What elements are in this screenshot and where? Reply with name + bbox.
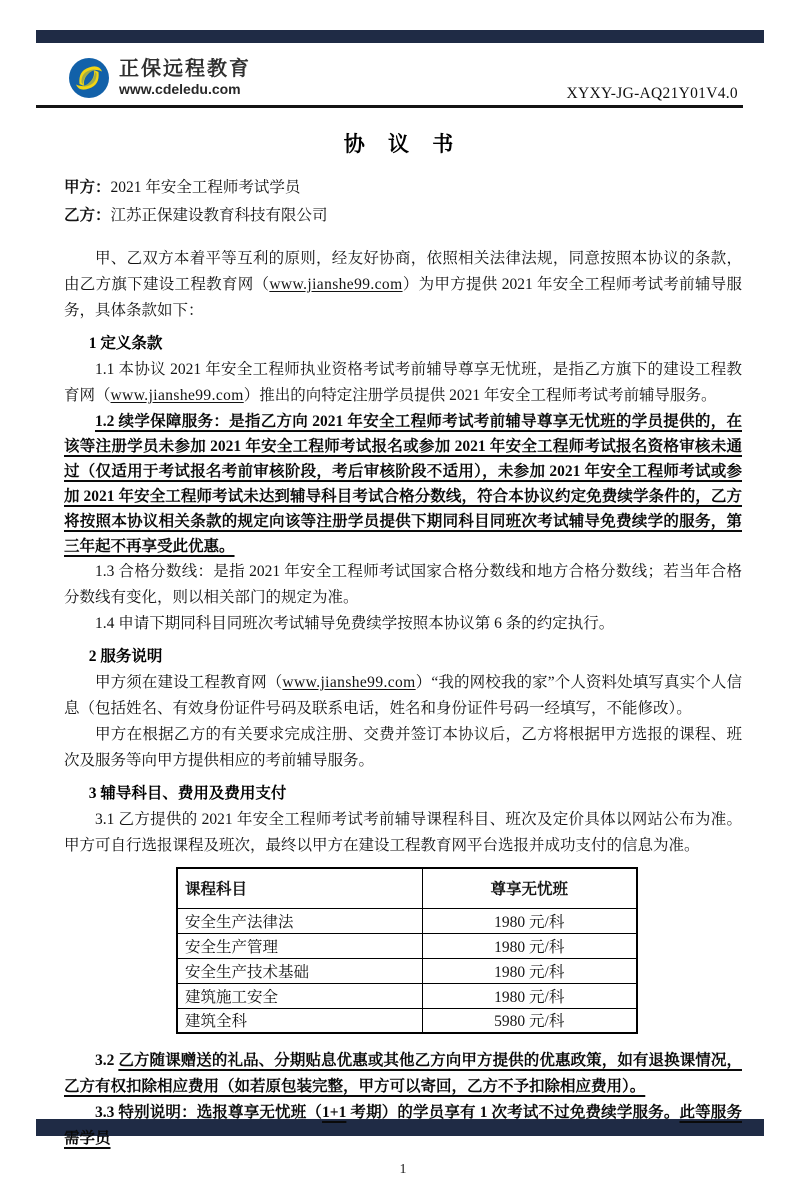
- clause-1-2-text: 续学保障服务：是指乙方向 2021 年安全工程师考试考前辅导尊享无忧班的学员提供的，在该等注册学员未参加 2021 年安全工程师考试报名或参加 2021 年安全工程师考试报名资格审核未通过（仅适用于考试报名考前审核阶段，考后审核阶段不适用），未参加 2021 年安全工程师考试或参加 2021 年安全工程师考试未达到辅导科目考试合格分数线，符合本协议约定免费续学条件的，乙方将按照本协议相关条款的规定向该等注册学员提供下期同科目同班次考试辅导免费续学的服务，第三年起不再享受此优惠。: [64, 413, 742, 555]
- table-row: [177, 958, 637, 983]
- section-2-p1-post: ）“我的网校我的家”个人资料处填写真实个人信息（包括姓名、有效身份证件号码及联系电话，姓名和身份证件号码一经填写，不能修改）。: [64, 674, 742, 717]
- fee-table-header-row: [177, 868, 637, 908]
- section-3-heading: 3 辅导科目、费用及费用支付: [88, 785, 287, 802]
- party-b-value: 江苏正保建设教育科技有限公司: [110, 207, 328, 224]
- clause-3-3-exam-period: 1+1: [322, 1104, 347, 1121]
- price-cell: 1980 元/科: [422, 933, 637, 958]
- section-2-paragraph-1: [64, 670, 742, 722]
- clause-1-2-number: 1.2: [95, 413, 119, 430]
- clause-1-1: [64, 357, 742, 409]
- subject-cell: 安全生产法律法: [177, 908, 422, 933]
- subject-cell: 建筑全科: [177, 1008, 422, 1033]
- party-b-label: 乙方：: [64, 207, 111, 224]
- section-2-p1-pre: 甲方须在建设工程教育网（: [95, 674, 283, 691]
- clause-3-3-text-1: 特别说明：选报尊享无忧班（: [118, 1104, 323, 1121]
- parties-block: [64, 174, 742, 230]
- party-b-line: [64, 202, 742, 230]
- brand-name: 正保远程教育: [119, 58, 251, 80]
- subject-cell: 安全生产技术基础: [177, 958, 422, 983]
- section-2-heading: 2 服务说明: [88, 648, 163, 665]
- clause-1-2: [64, 409, 742, 559]
- clause-3-2-text: 乙方随课赠送的礼品、分期贴息优惠或其他乙方向甲方提供的优惠政策，如有退换课情况，乙方有权扣除相应费用（如若原包装完整，甲方可以寄回，乙方不予扣除相应费用）。: [64, 1052, 742, 1095]
- intro-paragraph: [64, 246, 742, 324]
- price-cell: 5980 元/科: [422, 1008, 637, 1033]
- clause-3-3-number: 3.3: [95, 1104, 119, 1121]
- clause-3-2: [64, 1048, 742, 1100]
- clause-3-1: 3.1 乙方提供的 2021 年安全工程师考试考前辅导课程科目、班次及定价具体以网站公布为准。甲方可自行选报课程及班次，最终以甲方在建设工程教育网平台选报并成功支付的信息为准。: [64, 811, 742, 854]
- jianshe99-link[interactable]: www.jianshe99.com: [110, 387, 244, 404]
- clause-3-3-text-3: 此等服务需学员: [64, 1104, 742, 1147]
- clause-1-1-pre: 1.1 本协议 2021 年安全工程师执业资格考试考前辅导尊享无忧班，是指乙方旗下的建设工程教育网（: [64, 361, 742, 404]
- clause-3-3-text-2: 考期）的学员享有 1 次考试不过免费续学服务。: [346, 1104, 680, 1121]
- subject-cell: 建筑施工安全: [177, 983, 422, 1008]
- page-number: 1: [399, 1162, 407, 1177]
- jianshe99-link[interactable]: www.jianshe99.com: [282, 674, 416, 691]
- brand-url: www.cdeledu.com: [119, 81, 241, 97]
- table-row: [177, 983, 637, 1008]
- table-row: [177, 933, 637, 958]
- intro-text-post: ）为甲方提供 2021 年安全工程师考试考前辅导服务，具体条款如下：: [64, 276, 742, 319]
- clause-3-2-number: 3.2: [95, 1052, 119, 1069]
- table-row: [177, 908, 637, 933]
- section-1-heading: 1 定义条款: [88, 335, 163, 352]
- price-cell: 1980 元/科: [422, 958, 637, 983]
- clause-1-1-post: ）推出的向特定注册学员提供 2021 年安全工程师考试考前辅导服务。: [243, 387, 717, 404]
- fee-table-header-subject: 课程科目: [177, 868, 422, 908]
- table-row: [177, 1008, 637, 1033]
- clause-3-3: [64, 1100, 742, 1152]
- fee-table: [176, 867, 638, 1034]
- clause-1-4: 1.4 申请下期同科目同班次考试辅导免费续学按照本协议第 6 条的约定执行。: [95, 615, 615, 632]
- page-title: 协 议 书: [343, 132, 463, 156]
- clause-1-3: 1.3 合格分数线：是指 2021 年安全工程师考试国家合格分数线和地方合格分数线；若当年合格分数线有变化，则以相关部门的规定为准。: [64, 563, 742, 606]
- section-2-paragraph-2: 甲方在根据乙方的有关要求完成注册、交费并签订本协议后，乙方将根据甲方选报的课程、班次及服务等向甲方提供相应的考前辅导服务。: [64, 726, 742, 769]
- party-a-label: 甲方：: [64, 179, 111, 196]
- price-cell: 1980 元/科: [422, 983, 637, 1008]
- subject-cell: 安全生产管理: [177, 933, 422, 958]
- party-a-value: 2021 年安全工程师考试学员: [110, 179, 301, 196]
- document-code: XYXY-JG-AQ21Y01V4.0: [566, 85, 738, 102]
- intro-text-pre: 甲、乙双方本着平等互利的原则，经友好协商，依照相关法律法规，同意按照本协议的条款，由乙方旗下建设工程教育网（: [64, 250, 742, 293]
- party-a-line: [64, 174, 742, 202]
- price-cell: 1980 元/科: [422, 908, 637, 933]
- jianshe99-link[interactable]: www.jianshe99.com: [269, 276, 403, 293]
- fee-table-header-class: 尊享无忧班: [422, 868, 637, 908]
